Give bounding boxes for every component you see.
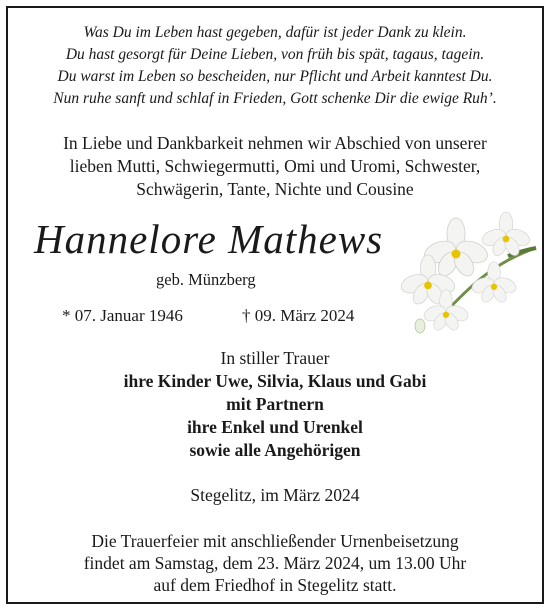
intro-text <box>8 132 542 201</box>
death-date: † 09. März 2024 <box>242 306 355 325</box>
mourner-line: ihre Enkel und Urenkel <box>187 417 363 437</box>
orchid-icon <box>398 208 538 338</box>
poem <box>8 22 542 110</box>
poem-line: Du warst im Leben so bescheiden, nur Pflicht und Arbeit kanntest Du. <box>57 68 493 85</box>
poem-line: Du hast gesorgt für Deine Lieben, von früh bis spät, tagaus, tagein. <box>65 46 485 63</box>
funeral-line: findet am Samstag, dem 23. März 2024, um 13.00 Uhr <box>83 553 467 573</box>
intro-line: In Liebe und Dankbarkeit nehmen wir Abschied von unserer <box>63 133 487 153</box>
poem-line: Nun ruhe sanft und schlaf in Frieden, Gott schenke Dir die ewige Ruh’. <box>53 90 497 107</box>
poem-line: Was Du im Leben hast gegeben, dafür ist jeder Dank zu klein. <box>83 24 467 41</box>
birth-date: * 07. Januar 1946 <box>62 306 183 325</box>
mourning-block <box>8 347 542 462</box>
place-date: Stegelitz, im März 2024 <box>190 485 360 505</box>
funeral-line: Die Trauerfeier mit anschließender Urnenbeisetzung <box>91 531 459 551</box>
mourner-line: mit Partnern <box>226 394 324 414</box>
funeral-line: auf dem Friedhof in Stegelitz statt. <box>153 575 397 595</box>
deceased-name: Hannelore Mathews <box>34 216 384 262</box>
obituary-card <box>6 6 544 604</box>
intro-line: lieben Mutti, Schwiegermutti, Omi und Uromi, Schwester, <box>69 156 481 176</box>
mourning-opening: In stiller Trauer <box>220 348 330 368</box>
mourner-line: ihre Kinder Uwe, Silvia, Klaus und Gabi <box>123 371 427 391</box>
mourner-line: sowie alle Angehörigen <box>189 440 361 460</box>
funeral-info <box>8 530 542 596</box>
intro-line: Schwägerin, Tante, Nichte und Cousine <box>136 179 414 199</box>
birth-name: geb. Münzberg <box>156 270 256 289</box>
